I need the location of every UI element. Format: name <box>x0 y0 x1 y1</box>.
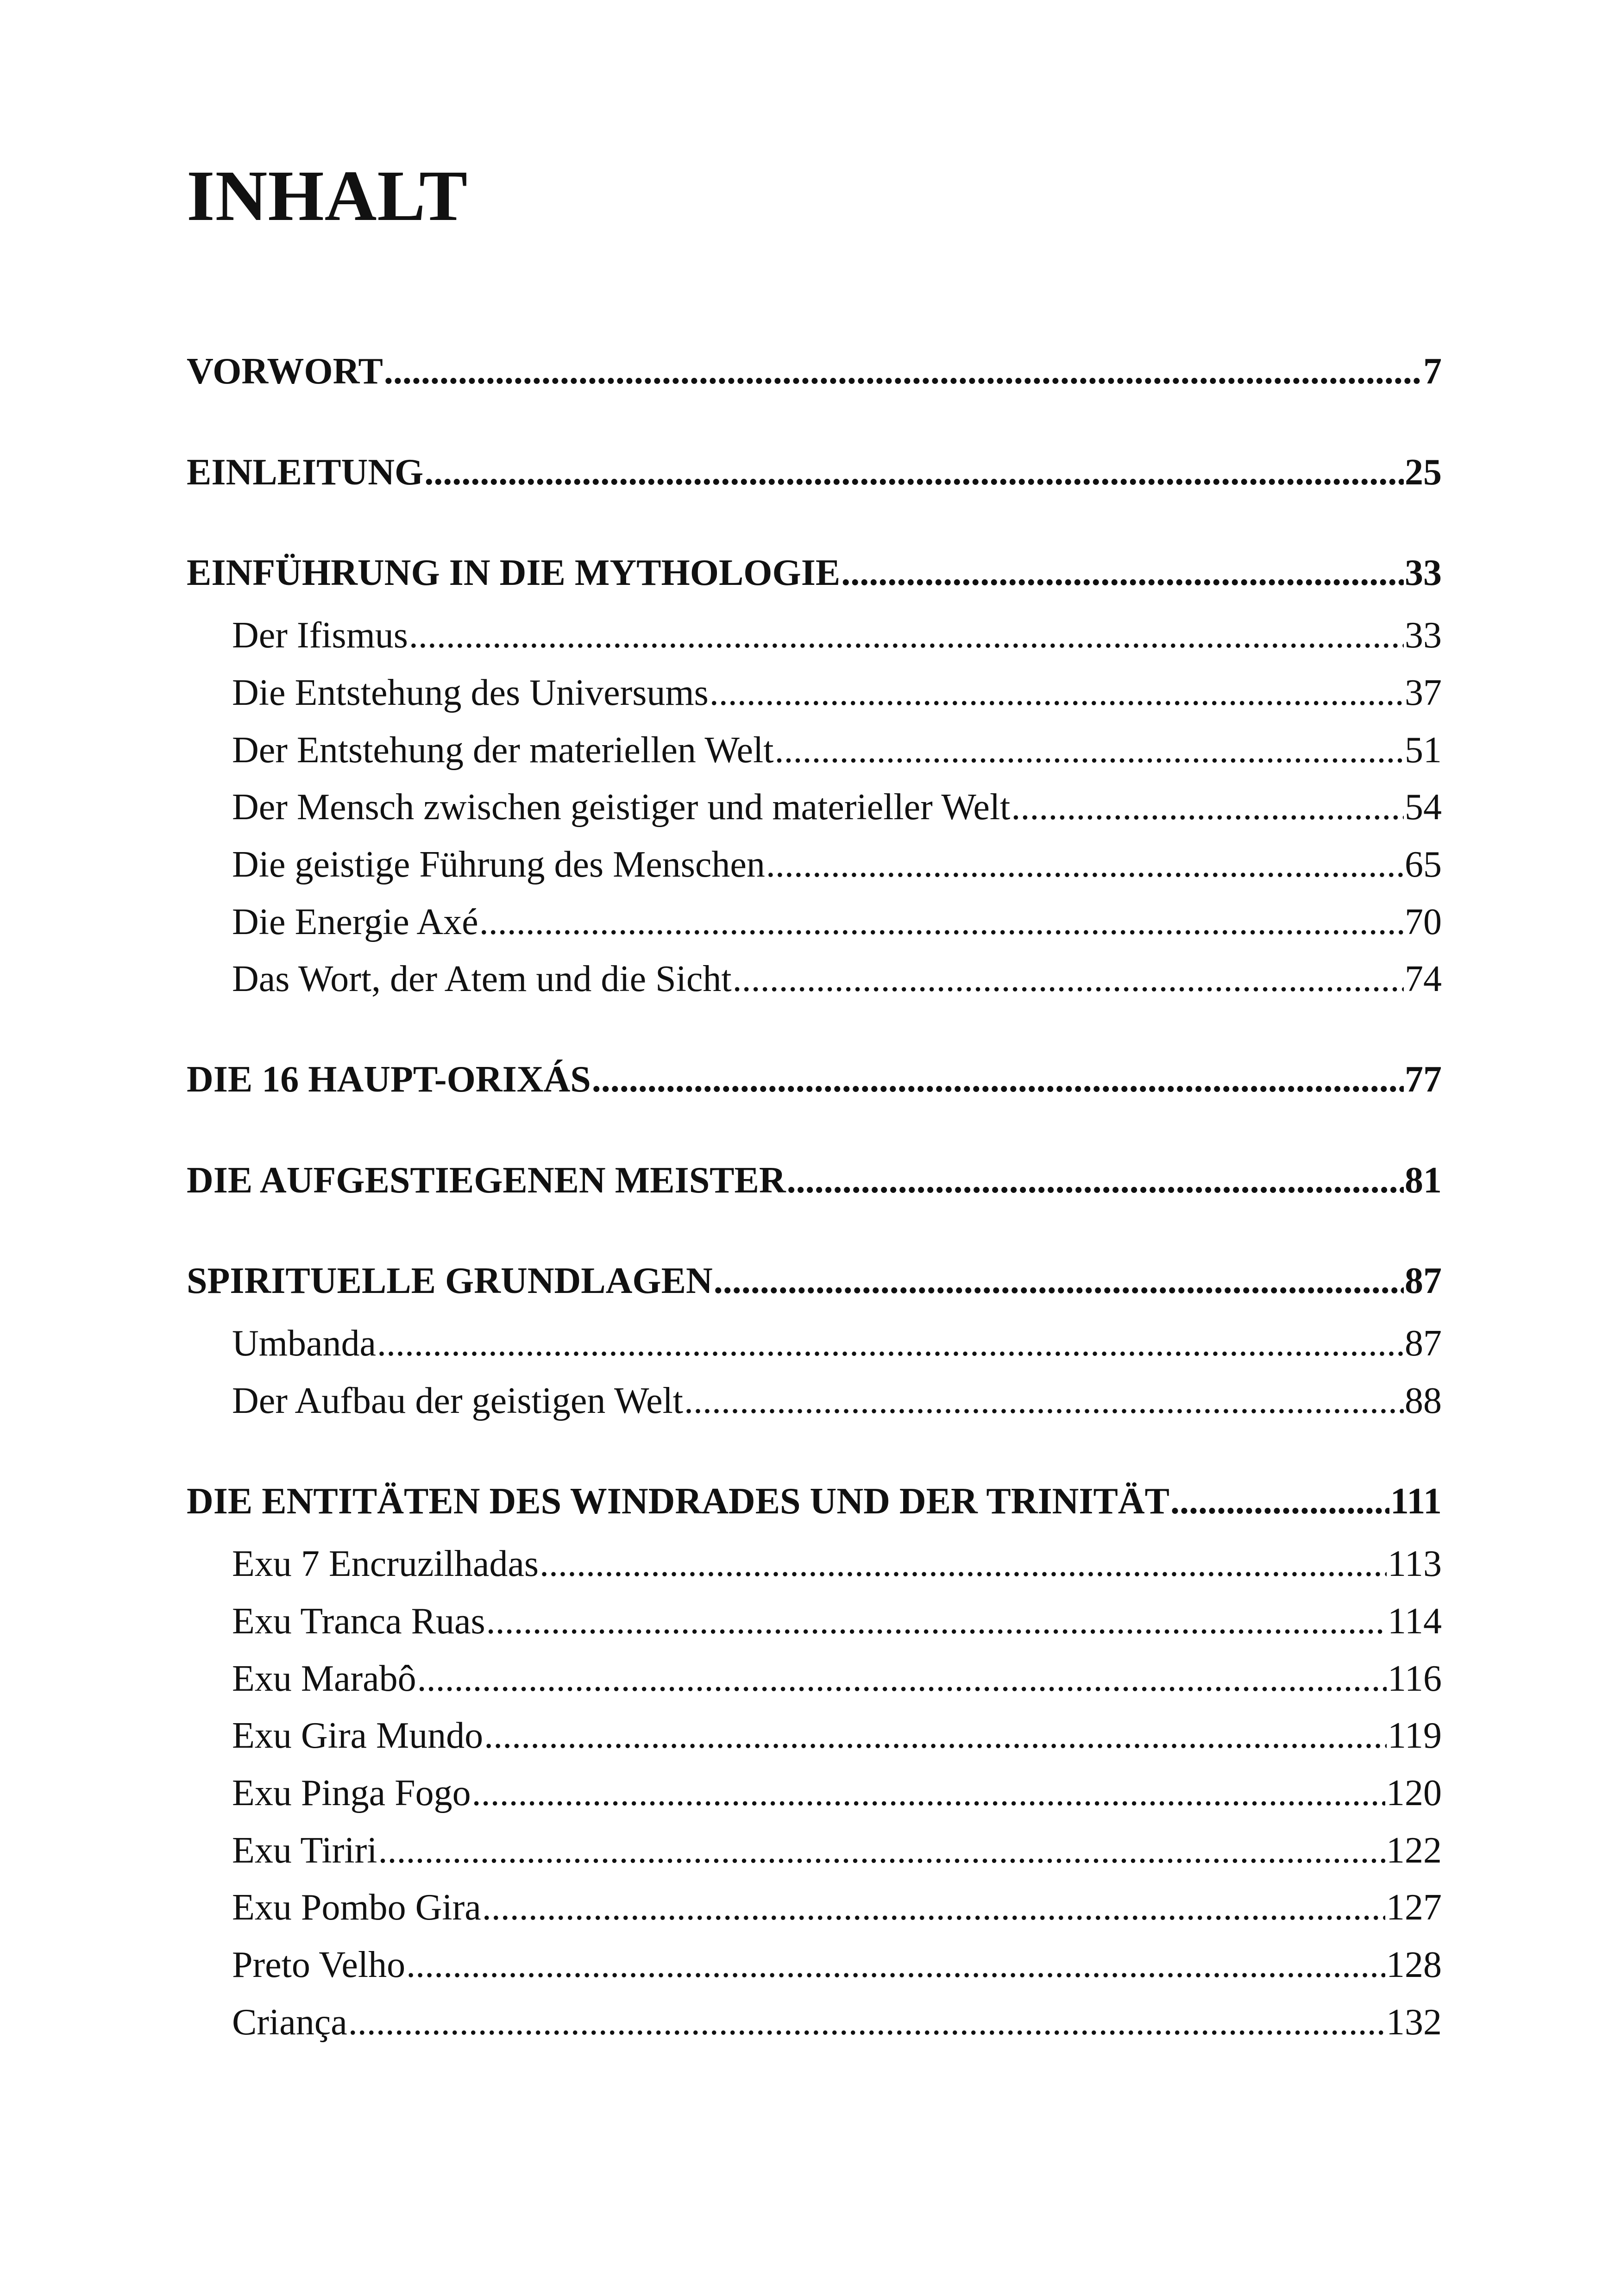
toc-subentry[interactable] <box>232 841 1442 888</box>
toc-entry-page: 111 <box>1390 1481 1442 1522</box>
toc-entry-label: Exu Pinga Fogo <box>232 1773 471 1813</box>
toc-entry-page: 122 <box>1386 1830 1442 1871</box>
dot-leader <box>766 841 1404 888</box>
toc-entry-label: Criança <box>232 2002 347 2043</box>
toc-entry-page: 81 <box>1405 1160 1442 1201</box>
toc-entry-page: 127 <box>1386 1887 1442 1928</box>
dot-leader <box>482 1884 1385 1931</box>
toc-subentry[interactable] <box>232 727 1442 773</box>
toc-subentry[interactable] <box>232 1541 1442 1587</box>
toc-entry-label: Das Wort, der Atem und die Sicht <box>232 959 732 999</box>
toc-entry-page: 113 <box>1387 1543 1442 1584</box>
dot-leader <box>486 1598 1387 1644</box>
toc-entry-page: 119 <box>1387 1715 1442 1756</box>
toc-subentry[interactable] <box>232 1942 1442 1988</box>
toc-entry-entitaeten-windrad[interactable] <box>187 1478 1442 1524</box>
toc-entry-page: 51 <box>1405 730 1442 771</box>
dot-leader <box>348 1999 1385 2045</box>
dot-leader <box>684 1378 1404 1424</box>
toc-entry-page: 116 <box>1387 1658 1442 1699</box>
toc-entry-label: EINFÜHRUNG IN DIE MYTHOLOGIE <box>187 552 841 593</box>
toc-entry-label: Exu Tranca Ruas <box>232 1601 485 1642</box>
toc-entry-page: 87 <box>1405 1323 1442 1364</box>
dot-leader <box>417 1656 1387 1702</box>
dot-leader <box>378 1827 1385 1874</box>
toc-entry-label: Exu Pombo Gira <box>232 1887 481 1928</box>
toc-entry-page: 132 <box>1386 2002 1442 2043</box>
toc-subentry[interactable] <box>232 1770 1442 1816</box>
toc-entry-page: 128 <box>1386 1945 1442 1985</box>
page-title: INHALT <box>187 156 468 236</box>
toc-entry-label: Der Mensch zwischen geistiger und materieller Welt <box>232 787 1011 828</box>
dot-leader <box>841 550 1404 596</box>
toc-subentry[interactable] <box>232 1827 1442 1874</box>
toc-entry-page: 33 <box>1405 615 1442 656</box>
dot-leader <box>409 612 1404 659</box>
toc-subentry[interactable] <box>232 1999 1442 2045</box>
dot-leader <box>592 1056 1404 1103</box>
toc-entry-label: Die geistige Führung des Menschen <box>232 844 765 885</box>
toc-subentry[interactable] <box>232 784 1442 830</box>
toc-entry-page: 33 <box>1405 552 1442 593</box>
dot-leader <box>733 956 1404 1002</box>
toc-entry-page: 88 <box>1405 1380 1442 1421</box>
toc-entry-label: Preto Velho <box>232 1945 406 1985</box>
toc-entry-page: 54 <box>1405 787 1442 828</box>
toc-entry-page: 120 <box>1386 1773 1442 1813</box>
toc-subentry[interactable] <box>232 1320 1442 1367</box>
toc-entry-label: Exu Tiriri <box>232 1830 377 1871</box>
toc-entry-label: EINLEITUNG <box>187 452 424 493</box>
dot-leader <box>472 1770 1385 1816</box>
toc-entry-label: DIE AUFGESTIEGENEN MEISTER <box>187 1160 786 1201</box>
toc-subentry[interactable] <box>232 1378 1442 1424</box>
dot-leader <box>1011 784 1404 830</box>
toc-entry-label: Die Entstehung des Universums <box>232 672 709 713</box>
dot-leader <box>479 899 1404 945</box>
dot-leader <box>714 1258 1404 1304</box>
toc-subentry[interactable] <box>232 899 1442 945</box>
toc-entry-vorwort[interactable] <box>187 348 1442 395</box>
toc-entry-haupt-orixas[interactable] <box>187 1056 1442 1103</box>
toc-entry-label: DIE ENTITÄTEN DES WINDRADES UND DER TRINITÄT <box>187 1481 1169 1522</box>
toc-subentry[interactable] <box>232 956 1442 1002</box>
toc-entry-page: 65 <box>1405 844 1442 885</box>
toc-entry-label: Der Ifismus <box>232 615 408 656</box>
dot-leader <box>384 348 1422 395</box>
toc-entry-page: 7 <box>1423 351 1442 392</box>
toc-entry-page: 87 <box>1405 1261 1442 1301</box>
toc-entry-spirituelle-grundlagen[interactable] <box>187 1258 1442 1304</box>
toc-entry-label: DIE 16 HAUPT-ORIXÁS <box>187 1059 591 1100</box>
toc-entry-einleitung[interactable] <box>187 449 1442 496</box>
toc-subentry[interactable] <box>232 612 1442 659</box>
toc-entry-label: Der Entstehung der materiellen Welt <box>232 730 774 771</box>
dot-leader <box>710 670 1404 716</box>
toc-entry-page: 37 <box>1405 672 1442 713</box>
dot-leader <box>774 727 1404 773</box>
dot-leader <box>540 1541 1387 1587</box>
toc-entry-label: Die Energie Axé <box>232 902 478 942</box>
toc-subentry[interactable] <box>232 1656 1442 1702</box>
toc-entry-label: Exu Gira Mundo <box>232 1715 484 1756</box>
toc-entry-label: Der Aufbau der geistigen Welt <box>232 1380 684 1421</box>
toc-subentry[interactable] <box>232 1713 1442 1759</box>
toc-entry-page: 77 <box>1405 1059 1442 1100</box>
toc-entry-page: 25 <box>1405 452 1442 493</box>
toc-entry-page: 74 <box>1405 959 1442 999</box>
toc-entry-page: 70 <box>1405 902 1442 942</box>
toc-entry-label: Exu Marabô <box>232 1658 416 1699</box>
dot-leader <box>406 1942 1385 1988</box>
toc-subentry[interactable] <box>232 670 1442 716</box>
toc-entry-label: Umbanda <box>232 1323 377 1364</box>
toc-entry-label: VORWORT <box>187 351 383 392</box>
dot-leader <box>1170 1478 1389 1524</box>
toc-entry-einfuehrung-mythologie[interactable] <box>187 550 1442 596</box>
dot-leader <box>424 449 1404 496</box>
toc-entry-aufgestiegene-meister[interactable] <box>187 1157 1442 1204</box>
dot-leader <box>377 1320 1404 1367</box>
toc-entry-label: Exu 7 Encruzilhadas <box>232 1543 539 1584</box>
dot-leader <box>484 1713 1387 1759</box>
toc-entry-label: SPIRITUELLE GRUNDLAGEN <box>187 1261 713 1301</box>
dot-leader <box>787 1157 1404 1204</box>
toc-subentry[interactable] <box>232 1598 1442 1644</box>
toc-entry-page: 114 <box>1387 1601 1442 1642</box>
toc-subentry[interactable] <box>232 1884 1442 1931</box>
